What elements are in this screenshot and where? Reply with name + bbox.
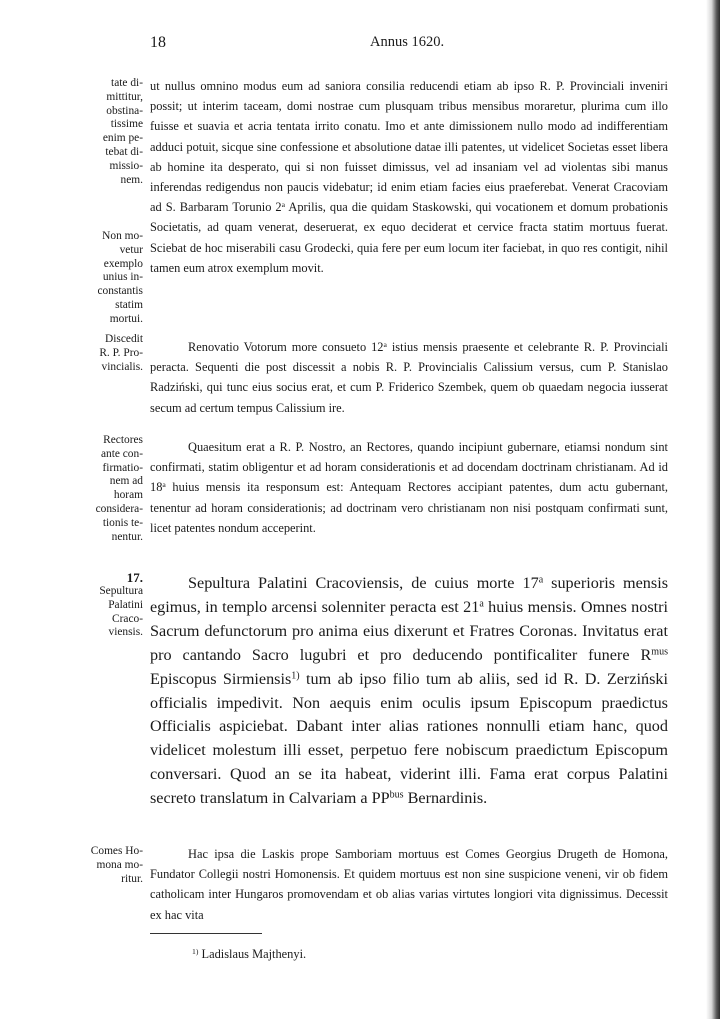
running-title: Annus 1620. [370,34,445,50]
paragraph-grodecki: ut nullus omnino modus eum ad saniora consilia reducendi etiam ab ipso R. P. Provinciali inveniri possit; ut interim taceam, domi nostrae cum plusquam tribus mensibus moraretur, plurima cum illo fuisse et suavia et acria tentata irrito conatu. Imo et ante dimissionem nullo modo ad indifferentiam adduci potuit, sicque sine confessione et absolutione datae illi patentes, ut videlicet Societas esset libera ab homine ita desperato, qui si non fuisset dimissus, vel ad insaniam vel ad violentas sibi manus inferendas redigendus non paucis videbatur; id enim etiam facies eius praeferebat. Venerat Cracoviam ad S. Barbaram Torunio 2$^a$ Aprilis, qua die quidam Staskowski, qui vocationem et domum probationis Societatis, ad quam venerat, deseruerat, ex equo deciderat et cervice fracta statim mortuus fuerat. Sciebat de hoc miserabili casu Grodecki, quia fere per eum locum iter faciebat, in quo res contigit, nihil tamen eum atrox exemplum movit. [150,79,668,275]
paragraph-renovatio: Renovatio Votorum more consueto 12$^a$ istius mensis praesente et celebrante R. P. Provinciali peracta. Sequenti die post discessit a nobis R. P. Provincialis Calissium versus, cum P. Stanislao Radziński, qui tunc eius socius erat, et cum P. Friderico Szembek, quem ob quaedam negocia iusserat secum ad certum tempus Calissium ire. [150,339,668,415]
margin-note-text: Rectores ante con- firmatio- nem ad horam considera- tionis te- nentur. [95,434,143,543]
footnote-marker: 1) [192,946,199,956]
page-edge-shadow [706,0,720,1019]
footnote [192,947,306,962]
margin-note-text: Non mo- vetur exemplo unius in- constantis statim mortui. [97,230,143,325]
footnote-text: Ladislaus Majthenyi. [198,947,307,961]
paragraph-rectores: Quaesitum erat a R. P. Nostro, an Rectores, quando incipiunt gubernare, etiamsi nondum sint confirmati, statim obligentur et ad horam considerationis et ad docendam doctrinam christianam. Ad id 18$^a$ huius mensis ita responsum est: Antequam Rectores accipiant patentes, dum actu gubernant, tenentur ad horam considerationis; ad doctrinam vero christianam non nisi postquam confirmati sunt, licet patentes nondum acceperint. [150,440,668,535]
section-number: 17. [126,570,143,585]
page-number: 18 [150,34,166,51]
page-header [150,34,670,54]
margin-note-discedit [66,333,143,374]
margin-note-dimittitur [66,77,143,187]
margin-note-sepultura [66,570,143,640]
paragraph-comes-homona: Hac ipsa die Laskis prope Samboriam mortuus est Comes Georgius Drugeth de Homona, Fundator Collegii nostri Homonensis. Et quidem mortuus est non sine suspicione veneni, vir ob fidem catholicam inter Hungaros promovendam et ob alias varias virtutes longiori vita dignissimus. Decessit ex hac vita [150,847,668,922]
margin-note-text: Comes Ho- mona mo- ritur. [90,845,143,885]
margin-note-comes-homona [66,845,143,886]
margin-note-non-movetur [66,230,143,327]
margin-note-text: Sepultura Palatini Craco- viensis. [99,585,143,639]
paragraph-sepultura: Sepultura Palatini Cracoviensis, de cuius morte 17$^a$ superioris mensis egimus, in templo arcensi solenniter peracta est 21$^a$ huius mensis. Omnes nostri Sacrum defunctorum pro anima eius dixerunt et Fratres Coronas. Invitatus erat pro cantando Sacro lugubri et pro deducendo pontificaliter funere $R^{mus}$ Episcopus Sirmiensis$^{1)}$ tum ab ipso filio tum ab aliis, sed id R. D. Zerziński officialis impedivit. Non aequis enim oculis ipsum Episcopum praedictus Officialis aspiciebat. Dabant inter alias rationes nonnulli etiam hanc, quod videlicet molestum illi esset, perpetuo fere nobiscum praedictum Episcopum conversari. Quod an se ita habeat, viderint illi. Fama erat corpus Palatini secreto translatum in Calvariam a $PP^{bus}$ Bernardinis. [150,574,669,808]
footnote-rule [150,933,262,934]
margin-note-text: tate di- mittitur, obstina- tissime enim pe- tebat di- missio- nem. [102,77,143,186]
margin-note-rectores [66,434,143,544]
margin-note-text: Discedit R. P. Pro- vincialis. [99,333,143,373]
